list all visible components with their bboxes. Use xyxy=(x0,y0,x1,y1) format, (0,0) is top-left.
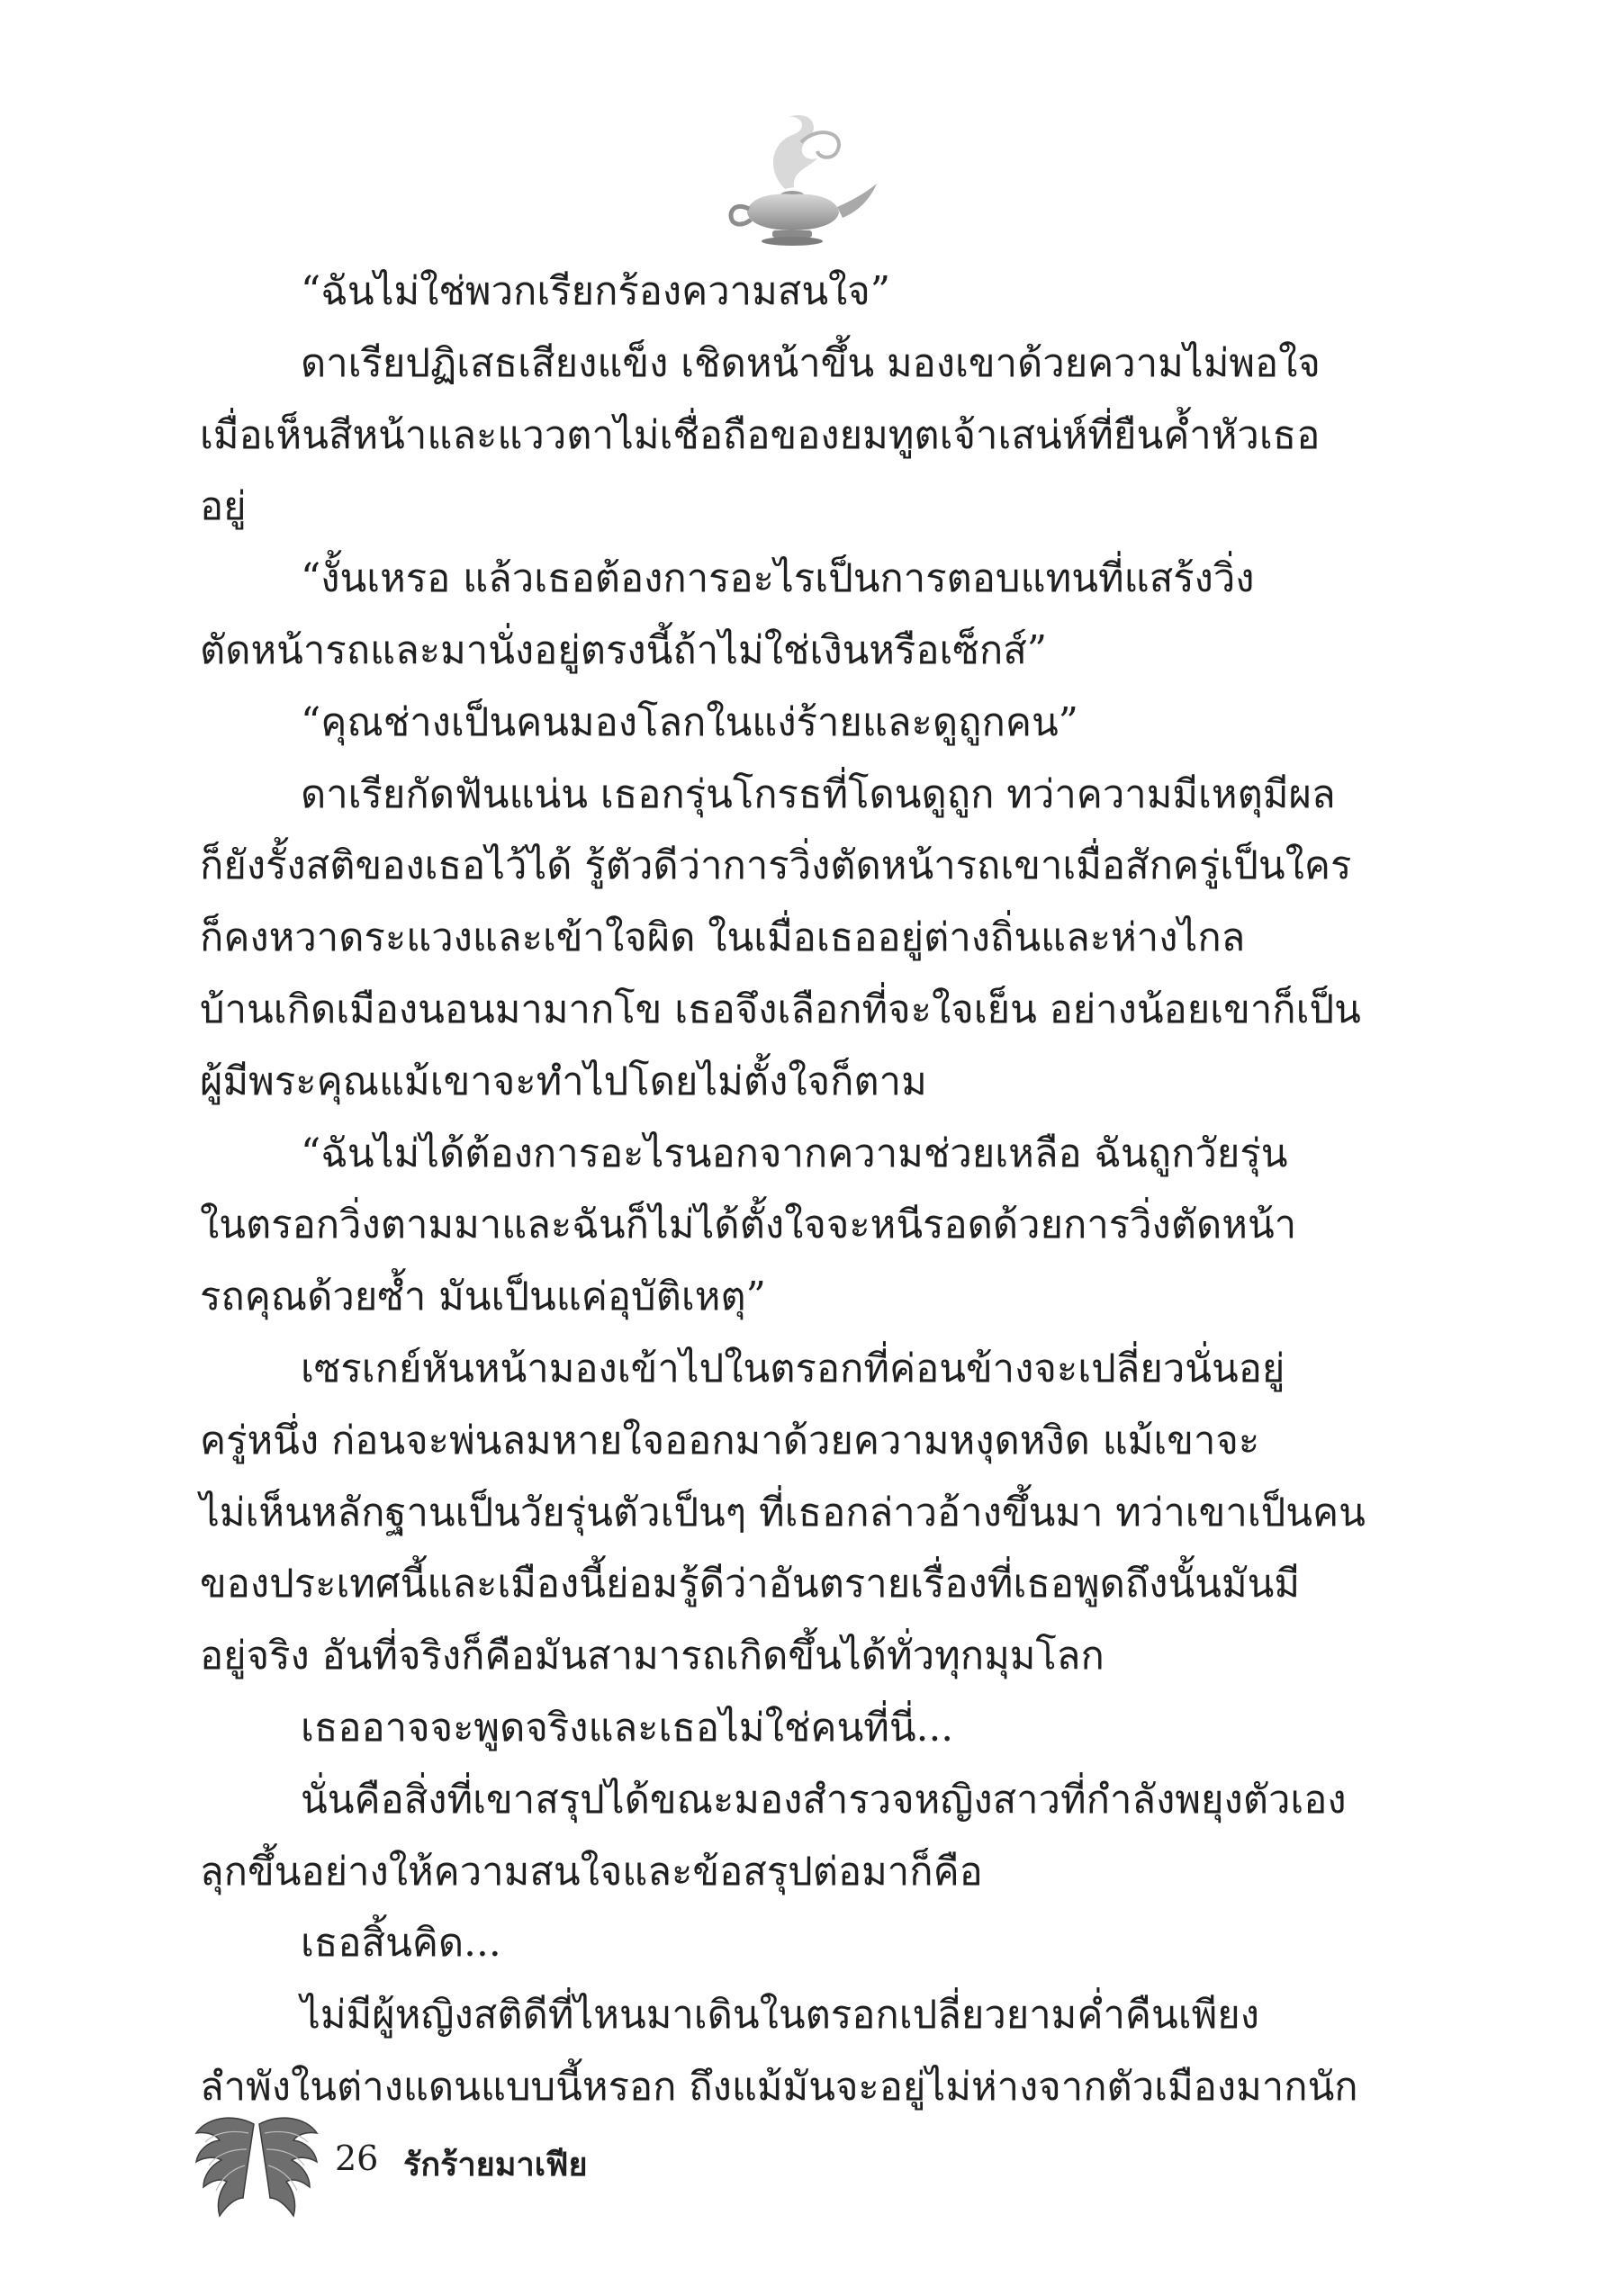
angel-wings-icon xyxy=(189,2097,324,2232)
text-line: “งั้นเหรอ แล้วเธอต้องการอะไรเป็นการตอบแทนที่แสร้งวิ่ง xyxy=(301,556,1255,602)
page-footer xyxy=(189,2097,819,2241)
text-line: ตัดหน้ารถและมานั่งอยู่ตรงนี้ถ้าไม่ใช่เงินหรือเซ็กส์” xyxy=(200,627,1047,673)
text-line: อยู่ xyxy=(200,484,247,530)
text-line: เมื่อเห็นสีหน้าและแววตาไม่เชื่อถือของยมทูตเจ้าเสน่ห์ที่ยืนค้ำหัวเธอ xyxy=(200,412,1321,458)
text-line: ของประเทศนี้และเมืองนี้ย่อมรู้ดีว่าอันตรายเรื่องที่เธอพูดถึงนั้นมันมี xyxy=(200,1562,1301,1607)
text-line: ไม่มีผู้หญิงสติดีที่ไหนมาเดินในตรอกเปลี่ยวยามค่ำคืนเพียง xyxy=(301,1993,1259,2039)
text-line: ลุกขึ้นอย่างให้ความสนใจและข้อสรุปต่อมาก็คือ xyxy=(200,1849,983,1895)
text-line: เธออาจจะพูดจริงและเธอไม่ใช่คนที่นี่... xyxy=(301,1705,954,1751)
text-line: ก็คงหวาดระแวงและเข้าใจผิด ในเมื่อเธออยู่ต่างถิ่นและห่างไกล xyxy=(200,915,1246,961)
text-line: บ้านเกิดเมืองนอนมามากโข เธอจึงเลือกที่จะใจเย็น อย่างน้อยเขาก็เป็น xyxy=(200,986,1361,1032)
text-line: “ฉันไม่ใช่พวกเรียกร้องความสนใจ” xyxy=(301,269,891,314)
text-line: ผู้มีพระคุณแม้เขาจะทำไปโดยไม่ตั้งใจก็ตาม xyxy=(200,1058,927,1104)
text-line: “คุณช่างเป็นคนมองโลกในแง่ร้ายและดูถูกคน” xyxy=(301,699,1078,745)
text-line: ลำพังในต่างแดนแบบนี้หรอก ถึงแม้มันจะอยู่ไม่ห่างจากตัวเมืองมากนัก xyxy=(200,2064,1358,2110)
text-line: เธอสิ้นคิด... xyxy=(301,1921,501,1967)
text-line: รถคุณด้วยซ้ำ มันเป็นแค่อุบัติเหตุ” xyxy=(200,1274,766,1320)
text-line: อยู่จริง อันที่จริงก็คือมันสามารถเกิดขึ้นได้ทั่วทุกมุมโลก xyxy=(200,1634,1105,1679)
text-line: “ฉันไม่ได้ต้องการอะไรนอกจากความช่วยเหลือ ฉันถูกวัยรุ่น xyxy=(301,1130,1288,1176)
text-line: ดาเรียปฏิเสธเสียงแข็ง เชิดหน้าขึ้น มองเขาด้วยความไม่พอใจ xyxy=(301,340,1321,386)
text-line: ก็ยังรั้งสติของเธอไว้ได้ รู้ตัวดีว่าการวิ่งตัดหน้ารถเขาเมื่อสักครู่เป็นใคร xyxy=(200,843,1352,889)
text-line: เซรเกย์หันหน้ามองเข้าไปในตรอกที่ค่อนข้างจะเปลี่ยวนั่นอยู่ xyxy=(301,1346,1285,1391)
text-line: ไม่เห็นหลักฐานเป็นวัยรุ่นตัวเป็นๆ ที่เธอกล่าวอ้างขึ้นมา ทว่าเขาเป็นคน xyxy=(200,1490,1366,1535)
page-number: 26 xyxy=(335,2138,379,2178)
text-line: ดาเรียกัดฟันแน่น เธอกรุ่นโกรธที่โดนดูถูก ทว่าความมีเหตุมีผล xyxy=(301,771,1336,817)
text-line: ครู่หนึ่ง ก่อนจะพ่นลมหายใจออกมาด้วยความหงุดหงิด แม้เขาจะ xyxy=(200,1418,1260,1463)
book-title: รักร้ายมาเฟีย xyxy=(403,2147,588,2183)
body-text xyxy=(200,257,1366,2124)
genie-lamp-icon xyxy=(702,106,882,250)
text-line: ในตรอกวิ่งตามมาและฉันก็ไม่ได้ตั้งใจจะหนีรอดด้วยการวิ่งตัดหน้า xyxy=(200,1202,1297,1248)
text-line: นั่นคือสิ่งที่เขาสรุปได้ขณะมองสำรวจหญิงสาวที่กำลังพยุงตัวเอง xyxy=(301,1777,1347,1823)
